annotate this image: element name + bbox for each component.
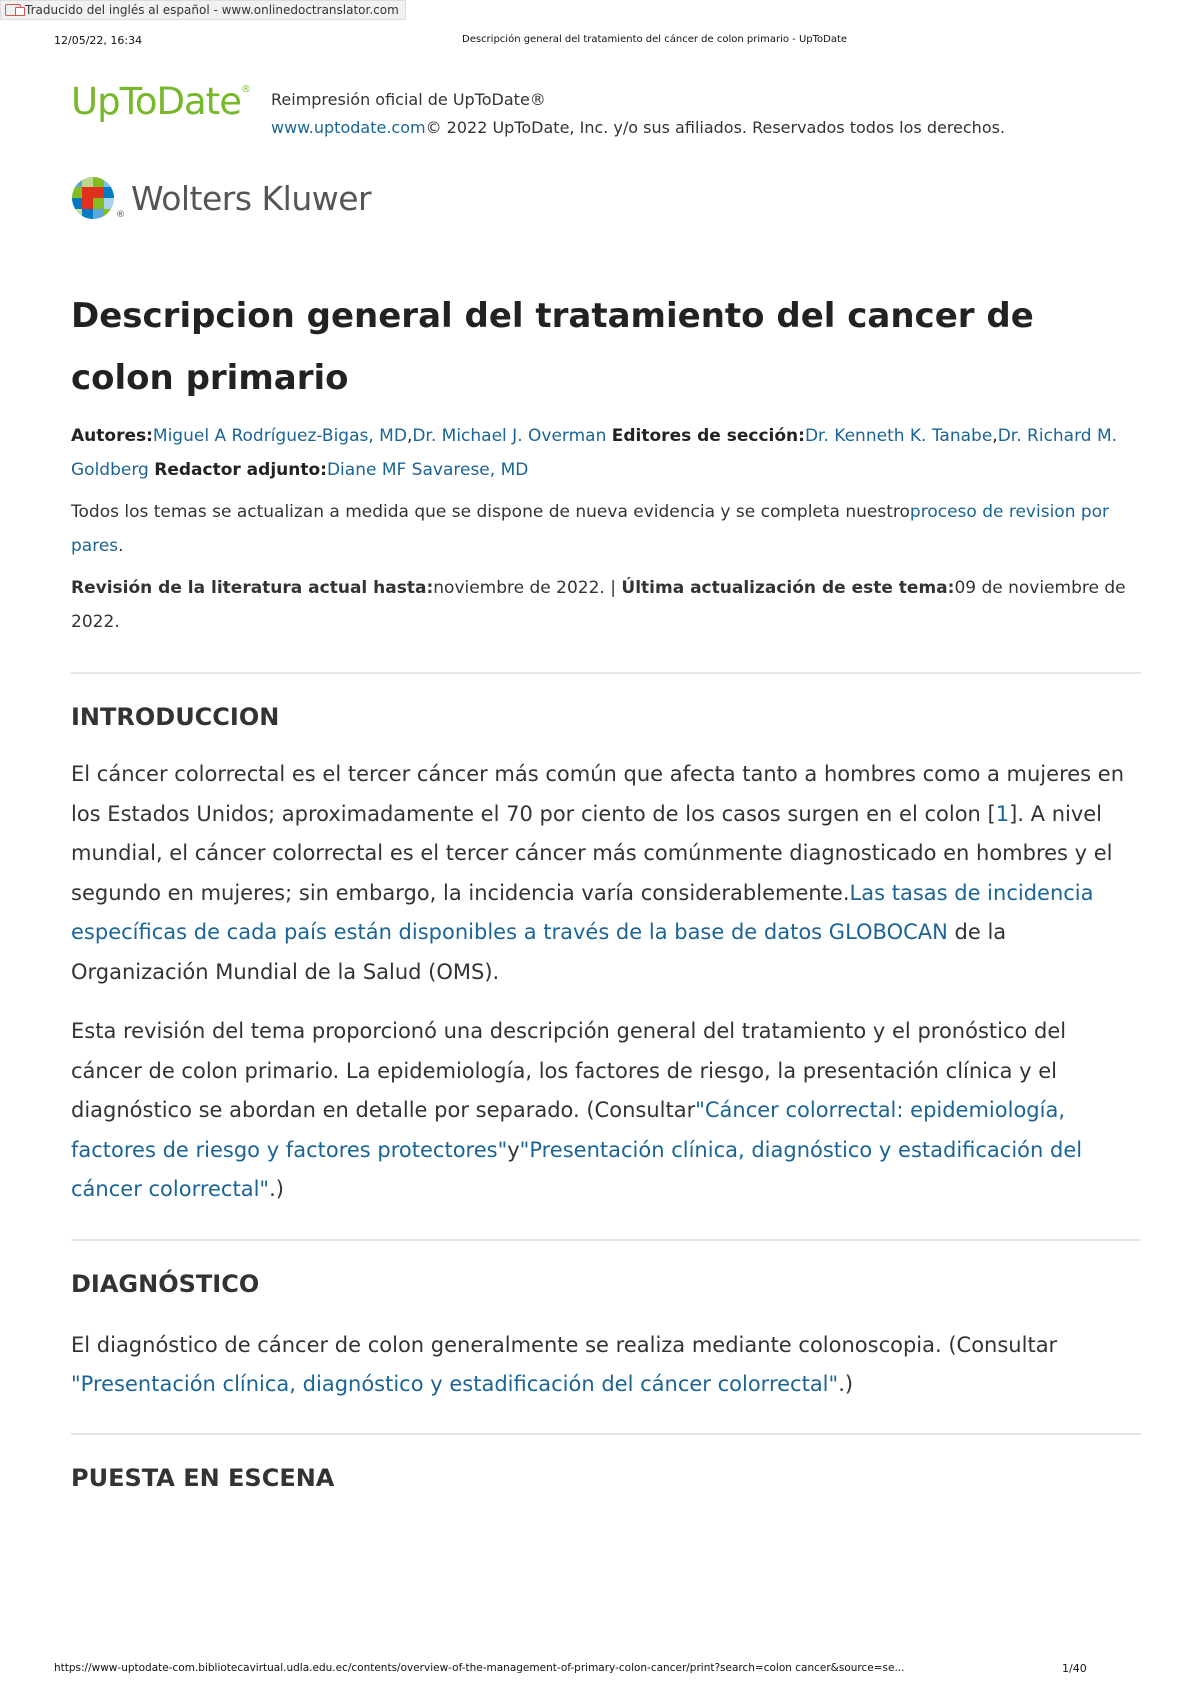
text-run: .) xyxy=(838,1372,854,1396)
copyright-text: © 2022 UpToDate, Inc. y/o sus afiliados. Reservados todos los derechos. xyxy=(425,118,1006,137)
text-run: de la Organización Mundial de la Salud (OMS). xyxy=(71,920,1007,984)
translate-icon xyxy=(5,4,21,16)
text-run: El diagnóstico de cáncer de colon generalmente se realiza mediante colonoscopia. (Consultar xyxy=(71,1332,1064,1357)
wk-registered-mark: ® xyxy=(116,210,125,220)
text-run: y xyxy=(507,1137,520,1162)
section-divider xyxy=(71,672,1141,674)
literature-review-info xyxy=(71,571,1141,639)
topic-link-diagnosis[interactable]: "Presentación clínica, diagnóstico y estadificación del cáncer colorrectal" xyxy=(71,1137,1083,1201)
wolters-kluwer-mark-icon xyxy=(71,176,115,220)
print-page-number: 1/40 xyxy=(1062,1662,1087,1675)
lit-review-label: Revisión de la literatura actual hasta: xyxy=(71,578,434,598)
copyright-line xyxy=(271,114,1005,142)
editor-link[interactable]: Dr. Richard M. Goldberg xyxy=(71,426,1118,480)
author-link[interactable]: Miguel A Rodríguez-Bigas, MD xyxy=(152,426,407,446)
lit-review-value: noviembre de 2022. xyxy=(433,578,605,598)
deputy-editor-label: Redactor adjunto: xyxy=(154,460,327,480)
wolters-kluwer-logo xyxy=(71,176,371,220)
section-heading-diagnosis: DIAGNÓSTICO xyxy=(71,1269,260,1298)
article-title: Descripcion general del tratamiento del cancer de colon primario xyxy=(71,296,1034,398)
authors-label: Autores: xyxy=(71,426,153,446)
print-date: 12/05/22, 16:34 xyxy=(54,34,143,47)
uptodate-logo-mark: ® xyxy=(240,84,250,95)
separator: , xyxy=(992,426,998,446)
update-note-text: Todos los temas se actualizan a medida que se dispone de nueva evidencia y se completa nuestro xyxy=(71,502,910,522)
translator-text: Traducido del inglés al español - www.onlinedoctranslator.com xyxy=(25,3,399,17)
article-credits xyxy=(71,419,1141,487)
print-title: Descripción general del tratamiento del cáncer de colon primario - UpToDate xyxy=(462,34,848,45)
section-heading-staging: PUESTA EN ESCENA xyxy=(71,1463,335,1492)
uptodate-logo xyxy=(71,80,250,123)
reference-link[interactable]: 1 xyxy=(995,801,1010,826)
text-run: El cáncer colorrectal es el tercer cáncer más común que afecta tanto a hombres como a mujeres en los Estados Unidos; aproximadamente el 70 por ciento de los casos surgen en el colon [ xyxy=(71,762,1125,826)
translator-banner[interactable] xyxy=(0,0,406,20)
text-run: Esta revisión del tema proporcionó una descripción general del tratamiento y el pronóstico del cáncer de colon primario. La epidemiología, los factores de riesgo, la presentación clínica y el diagnóstico se abordan en detalle por separado. (Consultar xyxy=(71,1019,1067,1122)
separator: , xyxy=(406,426,413,446)
separator: | xyxy=(604,578,622,598)
topic-link-epidemiology[interactable]: "Cáncer colorrectal: epidemiología, factores de riesgo y factores protectores" xyxy=(71,1098,1066,1162)
section-divider xyxy=(71,1433,1141,1435)
section-heading-intro: INTRODUCCION xyxy=(71,703,280,731)
last-update-value: 09 de noviembre de 2022. xyxy=(71,578,1126,632)
deputy-editor-link[interactable]: Diane MF Savarese, MD xyxy=(326,460,529,480)
reprint-line: Reimpresión oficial de UpToDate® xyxy=(271,90,546,109)
author-link[interactable]: Dr. Michael J. Overman xyxy=(412,426,607,446)
print-url: https://www-uptodate-com.bibliotecavirtual.udla.edu.ec/contents/overview-of-the-management-of-primary-colon-cancer/print?search=colon cancer&source=se... xyxy=(54,1662,905,1674)
text-run: .) xyxy=(269,1177,284,1201)
uptodate-site-link[interactable]: www.uptodate.com xyxy=(271,118,426,137)
intro-paragraph-2 xyxy=(71,1012,1141,1210)
article xyxy=(71,285,1141,1492)
last-update-label: Última actualización de este tema: xyxy=(621,578,955,598)
reprint-info xyxy=(271,86,1005,142)
topic-link-diagnosis[interactable]: "Presentación clínica, diagnóstico y estadificación del cáncer colorrectal" xyxy=(71,1372,839,1396)
globocan-link[interactable]: Las tasas de incidencia específicas de cada país están disponibles a través de la base de datos GLOBOCAN xyxy=(71,880,1094,944)
wolters-kluwer-text: Wolters Kluwer xyxy=(131,178,372,218)
editor-link[interactable]: Dr. Kenneth K. Tanabe xyxy=(804,426,993,446)
text-run: ]. A nivel mundial, el cáncer colorrectal es el tercer cáncer más comúnmente diagnosticado en hombres y el segundo en mujeres; sin embargo, la incidencia varía considerablemente. xyxy=(71,801,1113,905)
section-divider xyxy=(71,1239,1141,1241)
update-note xyxy=(71,495,1141,563)
punctuation: . xyxy=(118,536,124,556)
diagnosis-paragraph xyxy=(71,1326,1141,1405)
intro-paragraph-1 xyxy=(71,755,1141,992)
peer-review-link[interactable]: proceso de revision por pares xyxy=(71,502,1110,556)
uptodate-logo-text: UpToDate xyxy=(71,80,241,123)
editors-label: Editores de sección: xyxy=(611,426,805,446)
